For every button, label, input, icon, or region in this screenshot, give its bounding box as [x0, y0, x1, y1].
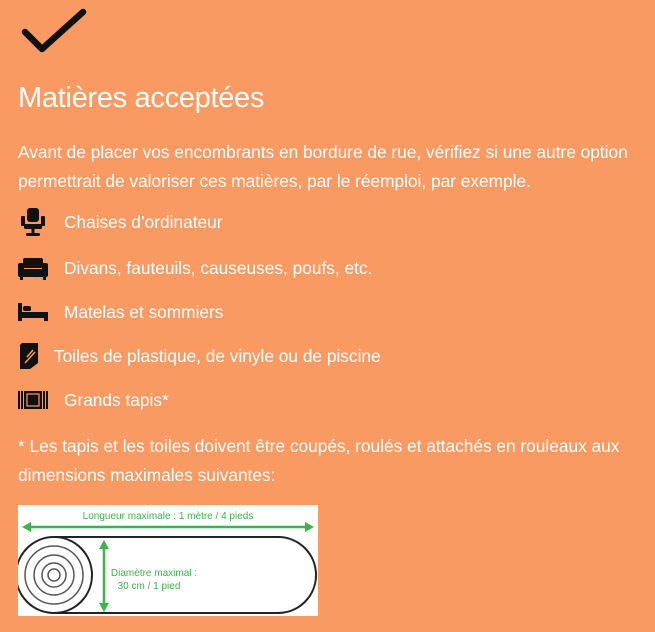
list-item-mattresses — [18, 297, 223, 327]
sofa-icon — [18, 253, 48, 283]
list-item-office-chairs — [18, 207, 223, 237]
list-item-tarps — [18, 341, 381, 371]
list-item-label: Chaises d’ordinateur — [64, 211, 223, 232]
diameter-label-line1: Diamètre maximal : — [110, 568, 198, 579]
rug-icon — [18, 385, 48, 415]
diameter-label-line2: 30 cm / 1 pied — [117, 581, 181, 592]
list-item-label: Matelas et sommiers — [64, 301, 224, 322]
list-item-label: Toiles de plastique, de vinyle ou de piscine — [54, 345, 381, 366]
list-item-label: Grands tapis* — [64, 389, 169, 410]
list-item-sofas — [18, 253, 372, 283]
checkmark-icon — [20, 8, 90, 54]
list-item-rugs — [18, 385, 169, 415]
tarp-icon — [18, 341, 40, 371]
roll-dimensions-diagram — [18, 505, 318, 616]
bed-icon — [18, 297, 48, 327]
office-chair-icon — [18, 207, 48, 237]
intro-text: Avant de placer vos encombrants en bordure de rue, vérifiez si une autre option permettrait de valoriser ces matières, par le réemploi, par exemple. — [18, 142, 628, 191]
length-label: Longueur maximale : 1 mètre / 4 pieds — [82, 511, 254, 522]
page-title: Matières acceptées — [18, 82, 265, 114]
list-item-label: Divans, fauteuils, causeuses, poufs, etc. — [64, 257, 373, 278]
footnote-text: * Les tapis et les toiles doivent être coupés, roulés et attachés en rouleaux aux dimensions maximales suivantes: — [18, 436, 620, 485]
